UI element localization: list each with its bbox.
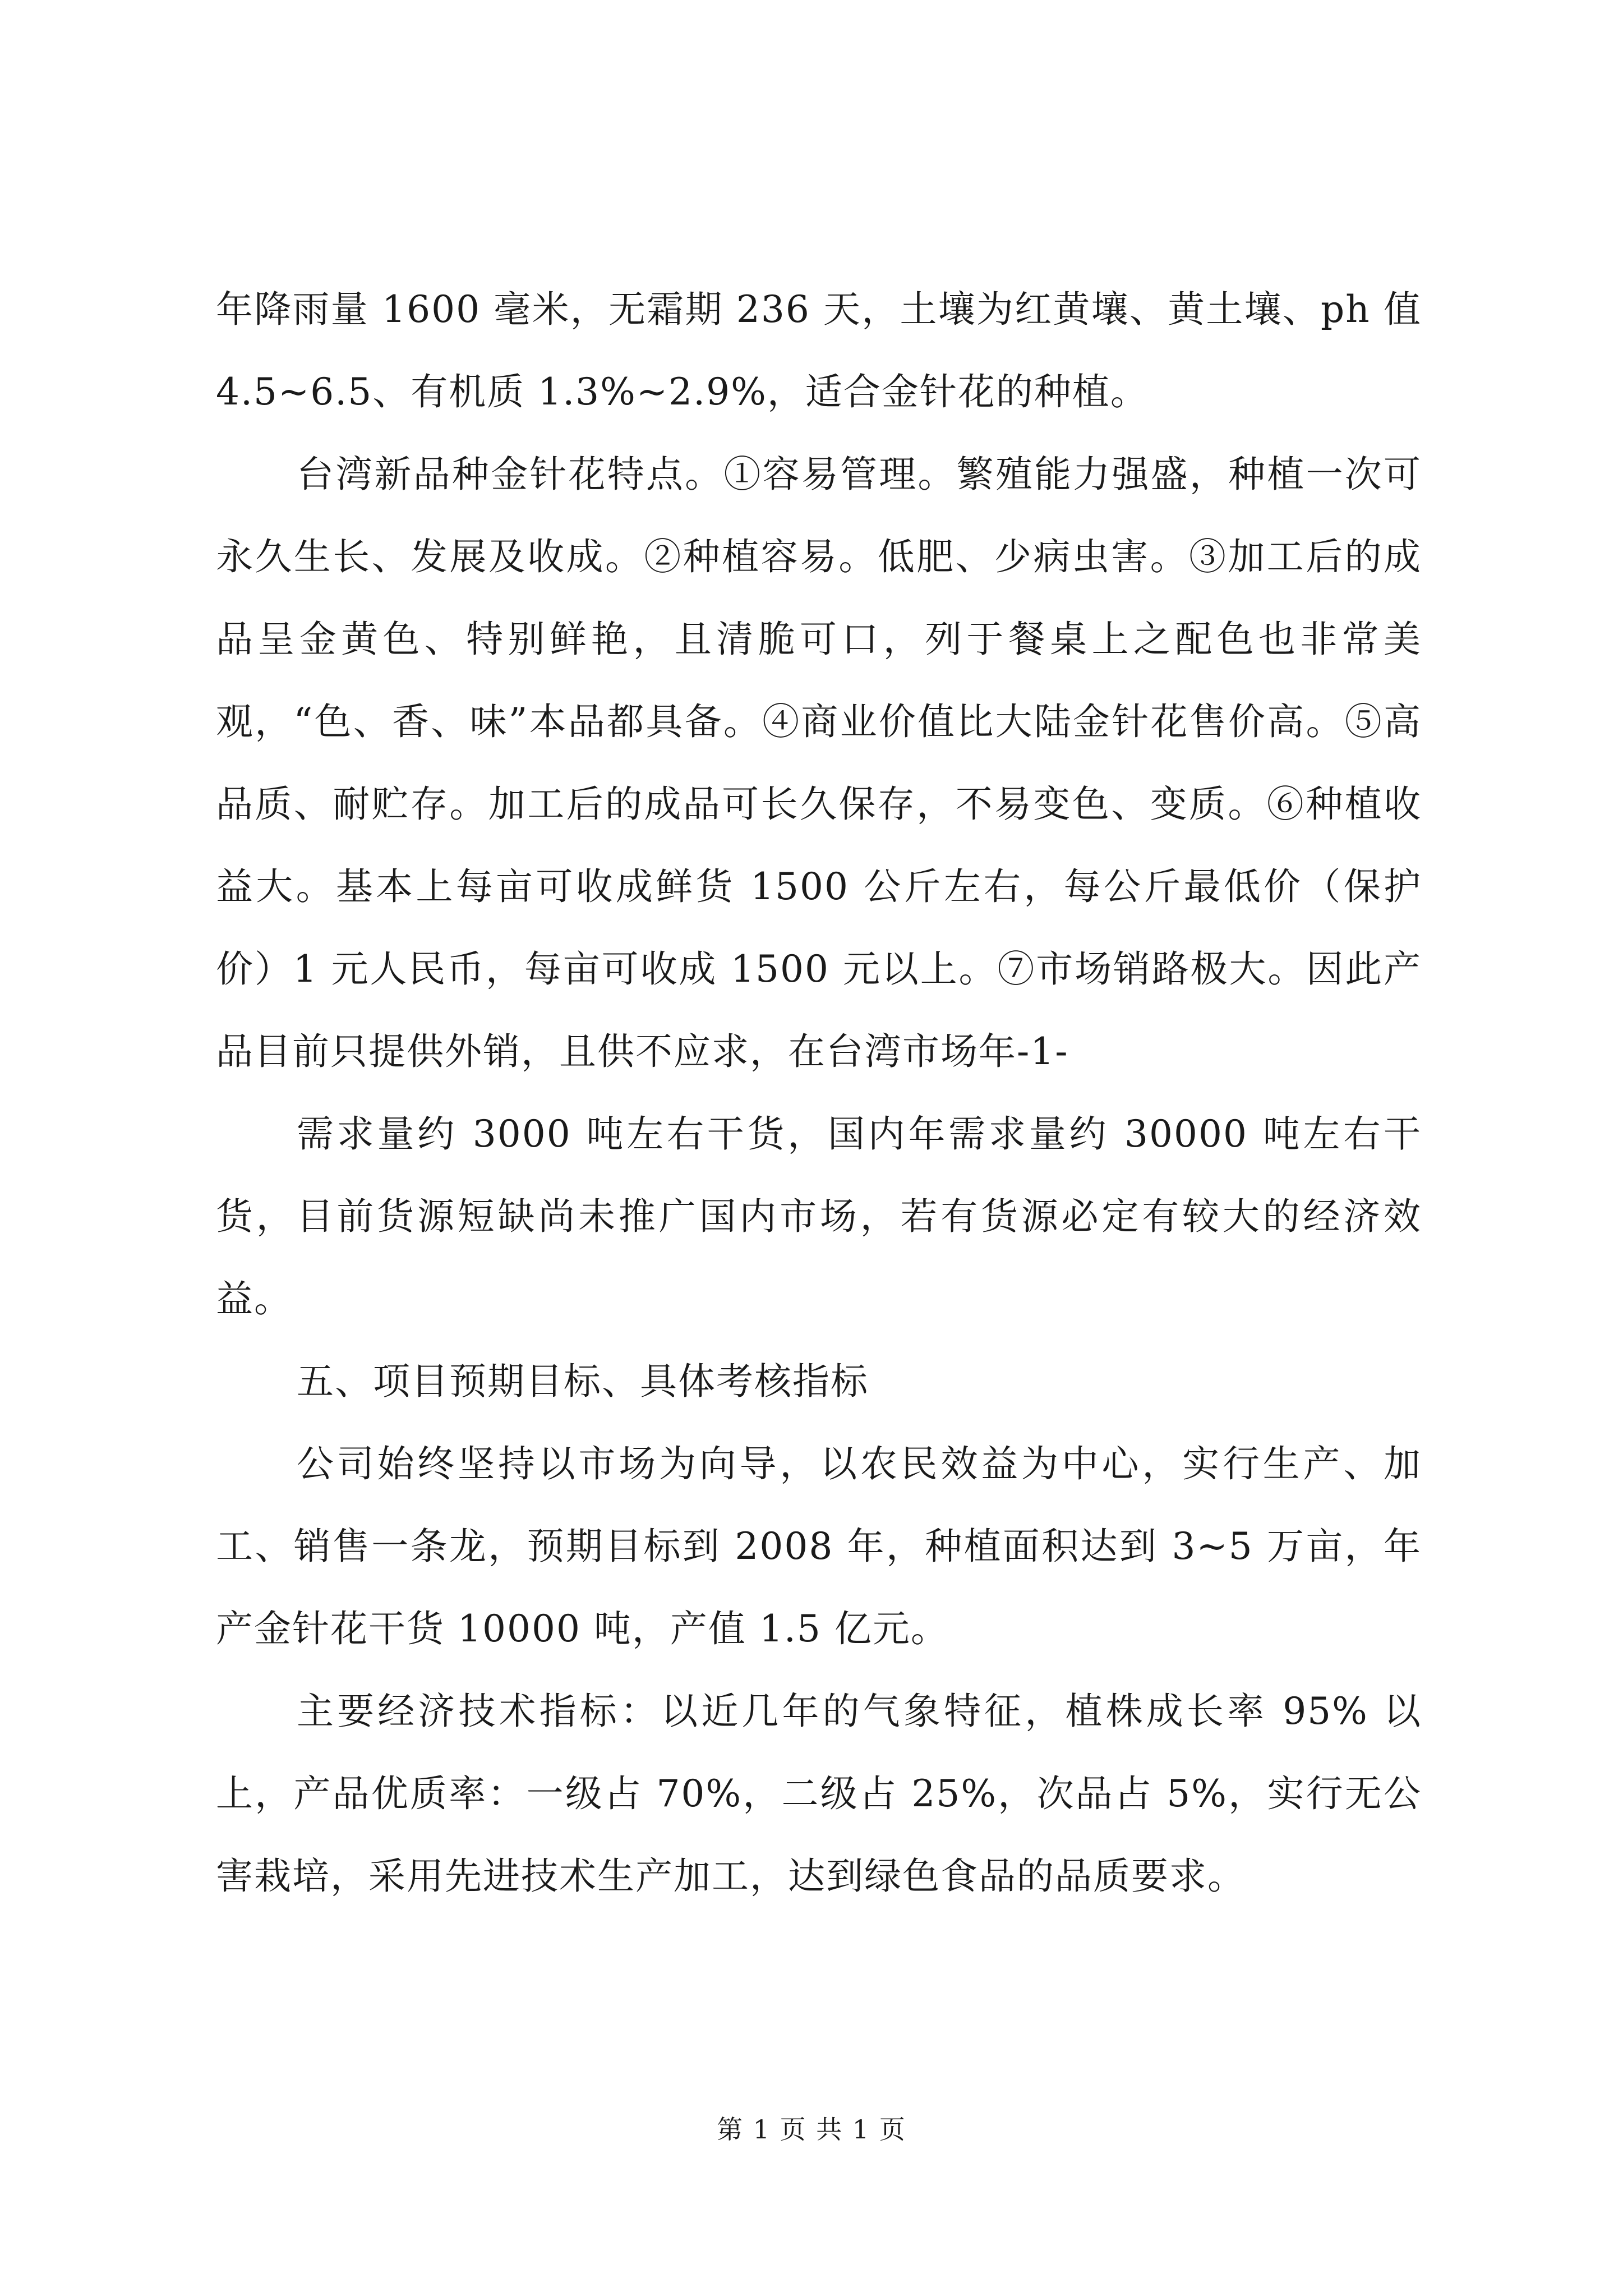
document-body bbox=[216, 268, 1422, 1917]
page-footer: 第 1 页 共 1 页 bbox=[717, 2114, 906, 2145]
paragraph-features: 台湾新品种金针花特点。①容易管理。繁殖能力强盛，种植一次可永久生长、发展及收成。②种植容易。低肥、少病虫害。③加工后的成品呈金黄色、特别鲜艳，且清脆可口，列于餐桌上之配色也非常美观，“色、香、味”本品都具备。④商业价值比大陆金针花售价高。⑤高品质、耐贮存。加工后的成品可长久保存，不易变色、变质。⑥种植收益大。基本上每亩可收成鲜货 1500 公斤左右，每公斤最低价（保护价）1 元人民币，每亩可收成 1500 元以上。⑦市场销路极大。因此产品目前只提供外销，且供不应求，在台湾市场年-1- bbox=[216, 453, 1422, 1073]
paragraph-demand: 需求量约 3000 吨左右干货，国内年需求量约 30000 吨左右干货，目前货源短缺尚未推广国内市场，若有货源必定有较大的经济效益。 bbox=[216, 1112, 1422, 1320]
section-heading-goals: 五、项目预期目标、具体考核指标 bbox=[297, 1360, 869, 1403]
paragraph-climate: 年降雨量 1600 毫米，无霜期 236 天，土壤为红黄壤、黄土壤、ph 值 4.5~6.5、有机质 1.3%~2.9%，适合金针花的种植。 bbox=[216, 288, 1422, 413]
paragraph-indicators: 主要经济技术指标：以近几年的气象特征，植株成长率 95% 以上，产品优质率：一级占 70%，二级占 25%，次品占 5%，实行无公害栽培，采用先进技术生产加工，达到绿色食品的品质要求。 bbox=[216, 1690, 1422, 1898]
paragraph-company-goals: 公司始终坚持以市场为向导，以农民效益为中心，实行生产、加工、销售一条龙，预期目标到 2008 年，种植面积达到 3~5 万亩，年产金针花干货 10000 吨，产值 1.5 亿元。 bbox=[216, 1442, 1422, 1650]
